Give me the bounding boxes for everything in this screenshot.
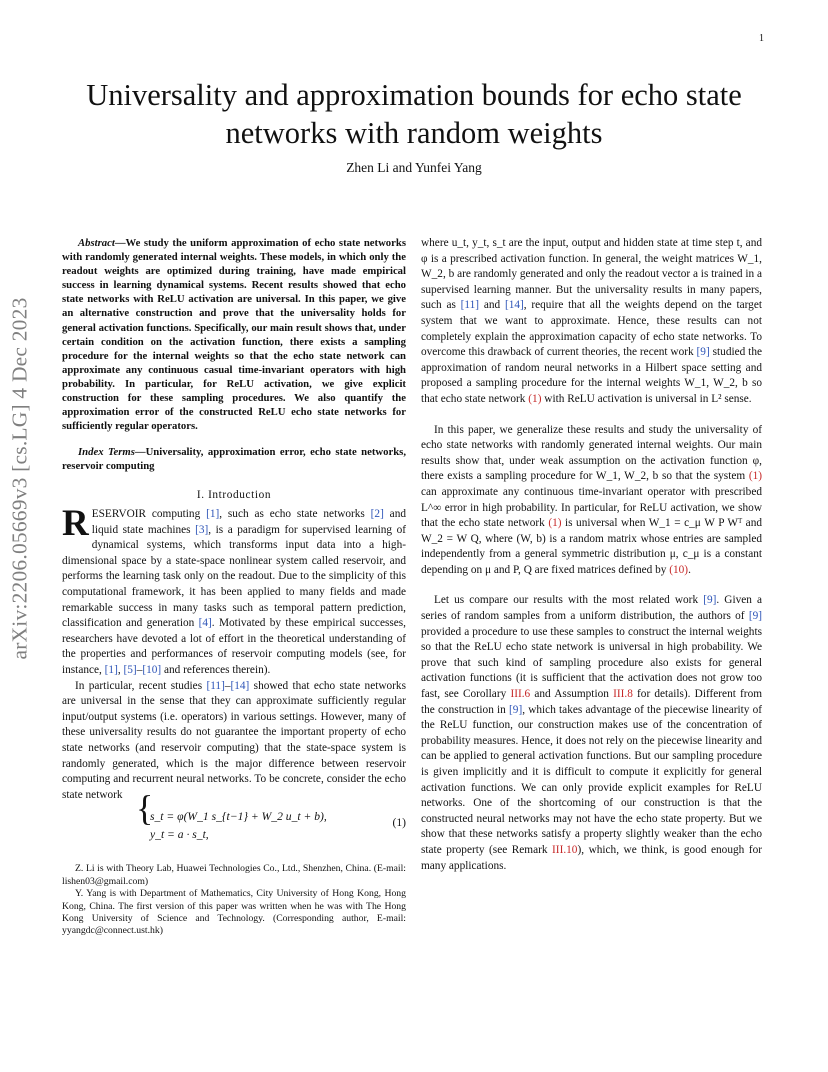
right-paragraph-2 [421, 423, 762, 579]
text-run: , such as echo state networks [219, 508, 371, 521]
remark-link[interactable]: III.10 [552, 843, 578, 856]
text-run: In this paper, we generalize these results and study the universality of echo state networks with randomly generated internal weights. Our main results show that, under weak assumption on the activation function φ, there exists a sampling procedure for W_1, W_2, b so that the system [421, 423, 762, 483]
text-run: , [117, 664, 124, 677]
text-run: ), which, we think, is good enough for many applications. [421, 843, 762, 872]
text-run: and references therein). [161, 664, 271, 677]
left-column [62, 236, 406, 938]
text-run: – [224, 679, 231, 692]
text-run: , is a paradigm for supervised learning of dynamical systems, which transforms input data into a high-dimensional space by a state-space nonlinear system called reservoir, and performs the learning task only on the readout. Due to the simplicity of this computational framework, it has been applied to many fields and made remarkable success in many tasks such as temporal pattern prediction, classification and generation [62, 523, 406, 630]
text-run: – [136, 664, 143, 677]
citation-link[interactable]: [14] [230, 679, 250, 692]
text-run: , require that all the weights depend on the target system that we want to approximate. Hence, these results can not completely explain the approximation capacity of echo state networks. To overcome this drawback of current theories, the recent work [421, 299, 762, 359]
right-column [421, 236, 762, 889]
paper-title: Universality and approximation bounds for echo state networks with random weights [86, 78, 742, 150]
text-run: and [479, 299, 505, 312]
citation-link[interactable]: [4] [198, 617, 212, 630]
equation-line-2: y_t = a · s_t, [150, 828, 209, 842]
citation-link[interactable]: [2] [370, 508, 384, 521]
text-run: where u_t, y_t, s_t are the input, output and hidden state at time step t, and φ is a prescribed activation function. In general, the weight matrices W_1, W_2, b are randomly generated and only the readout vector a is trained in a supervised learning manner. But the universality results in many papers, such as [421, 237, 762, 312]
citation-link[interactable]: [10] [142, 664, 162, 677]
text-run: . Given a series of random samples from a uniform distribution, the authors of [421, 594, 762, 623]
corollary-link[interactable]: III.6 [510, 688, 531, 701]
citation-link[interactable]: [1] [104, 664, 118, 677]
arxiv-identifier: arXiv:2206.05669v3 [cs.LG] 4 Dec 2023 [7, 297, 32, 660]
text-run: . [688, 563, 691, 576]
equation-link[interactable]: (1) [748, 470, 762, 483]
abstract [62, 236, 406, 433]
footnotes [62, 863, 406, 937]
citation-link[interactable]: [1] [206, 508, 220, 521]
abstract-label: Abstract [78, 237, 115, 249]
footnote-1: Z. Li is with Theory Lab, Huawei Technologies Co., Ltd., Shenzhen, China. (E-mail: lishen03@gmail.com) [62, 863, 406, 887]
citation-link[interactable]: [9] [509, 703, 523, 716]
intro-paragraph-2 [62, 679, 406, 804]
text-run: for details). Different from the construction in [421, 688, 763, 716]
text-run: with ReLU activation is universal in L² sense. [541, 392, 752, 405]
page-number: 1 [759, 33, 764, 44]
text-run: In particular, recent studies [75, 679, 207, 692]
assumption-link[interactable]: III.8 [613, 688, 633, 701]
text-run: and liquid state machines [91, 508, 406, 536]
citation-link[interactable]: [11] [460, 299, 480, 312]
citation-link[interactable]: [14] [504, 299, 524, 312]
paper-authors: Zhen Li and Yunfei Yang [346, 160, 482, 175]
equation-link[interactable]: (1) [528, 392, 542, 405]
citation-link[interactable]: [9] [703, 594, 717, 607]
abstract-text: —We study the uniform approximation of echo state networks with randomly generated internal weights. These models, in which only the readout weights are optimized during training, have made empirical success in learning dynamical systems. Recent results showed that echo state networks with ReLU activation are universal. In this paper, we give an alternative construction and prove that the universality holds for general activation functions. Specifically, our main result shows that, under certain condition on the activation function, there exists a sampling procedure for the internal weights so that the echo state network can approximate any continuous casual time-invariant operators with high probability. In particular, for ReLU activation, we give explicit construction for these sampling procedures. We also quantify the approximation error of the constructed ReLU echo state networks for sufficiently regular operators. [62, 237, 406, 433]
section-heading: I. Introduction [196, 488, 272, 501]
text-run: , which takes advantage of the piecewise linearity of the ReLU function, our construction makes use of the concentration of probability measures. Hence, it does not rely on the piecewise linearity and can be applied to general activation functions. But our sampling procedure is given implicitly and it is difficult to compute it explicitly for general activation functions. We can only provide explicit examples for ReLU networks. One of the shortcoming of our construction is that the constructed neural networks may not have the echo state property. But we show that these networks satisfy a property slightly weaker than the echo state property (see Remark [421, 703, 763, 856]
text-run: Let us compare our results with the most related work [434, 594, 704, 607]
equation-1 [62, 788, 406, 847]
equation-link[interactable]: (1) [548, 517, 562, 530]
intro-paragraph-1 [62, 503, 406, 679]
text-run: is universal when W_1 = c_μ W P Wᵀ and W_2 = W Q, where (W, b) is a random matrix whose entries are sampled independently from a general symmetric distribution μ, c_μ is a constant depending on μ and P, Q are fixed matrices defined by [421, 517, 762, 576]
index-terms-text: —Universality, approximation error, echo state networks, reservoir computing [62, 446, 406, 473]
text-run: showed that echo state networks are universal in the sense that they can approximate sufficiently regular input/output systems (i.e. operators) in various settings. However, many of these universality results do not guarantee the important property of echo state networks (and reservoir computing) that the state-space system is randomly generated, which is the major difference between reservoir computing and recurrent neural networks. To be concrete, consider the echo state network [62, 679, 406, 801]
index-terms-label: Index Terms [78, 446, 135, 459]
text-run: studied the approximation of random neural networks in a Hilbert space setting and proposed a sampling procedure for the internal weights W_1, W_2, b so that echo state network [421, 346, 762, 405]
right-paragraph-3 [421, 593, 762, 874]
drop-cap: R [62, 503, 89, 545]
text-run: provided a procedure to use these samples to construct the internal weights so that the ReLU echo state network is universal in high probability. We prove that such kind of sampling procedure also exists for general activation functions (it is sufficient that the activation does not grow too fast, see Corollary [421, 625, 762, 701]
equation-brace: { [136, 788, 154, 829]
citation-link[interactable]: [11] [206, 679, 225, 692]
text-run: and Assumption [530, 688, 614, 701]
right-paragraph-1 [421, 236, 762, 408]
footnote-2: Y. Yang is with Department of Mathematics, City University of Hong Kong, Hong Kong, China. The first version of this paper was written when he was with The Hong Kong University of Science and Technology. (Corresponding author, E-mail: yyangdc@connect.ust.hk) [62, 888, 406, 937]
citation-link[interactable]: [5] [123, 664, 137, 677]
text-run: ESERVOIR computing [91, 508, 207, 521]
equation-number: (1) [392, 816, 406, 830]
text-run: can approximate any continuous time-invariant operator with prescribed L^∞ error in high probability. In particular, for ReLU activation, we show that the echo state network [421, 485, 762, 530]
equation-line-1: s_t = φ(W_1 s_{t−1} + W_2 u_t + b), [150, 810, 327, 824]
text-run: . Motivated by these empirical successes, researchers have devoted a lot of effort in the theoretical understanding of the properties and performances of reservoir computing models (see, for instance, [62, 617, 406, 677]
citation-link[interactable]: [9] [696, 346, 710, 359]
index-terms [62, 445, 406, 473]
citation-link[interactable]: [3] [195, 523, 209, 536]
citation-link[interactable]: [9] [748, 610, 762, 623]
equation-link[interactable]: (10) [669, 563, 689, 576]
